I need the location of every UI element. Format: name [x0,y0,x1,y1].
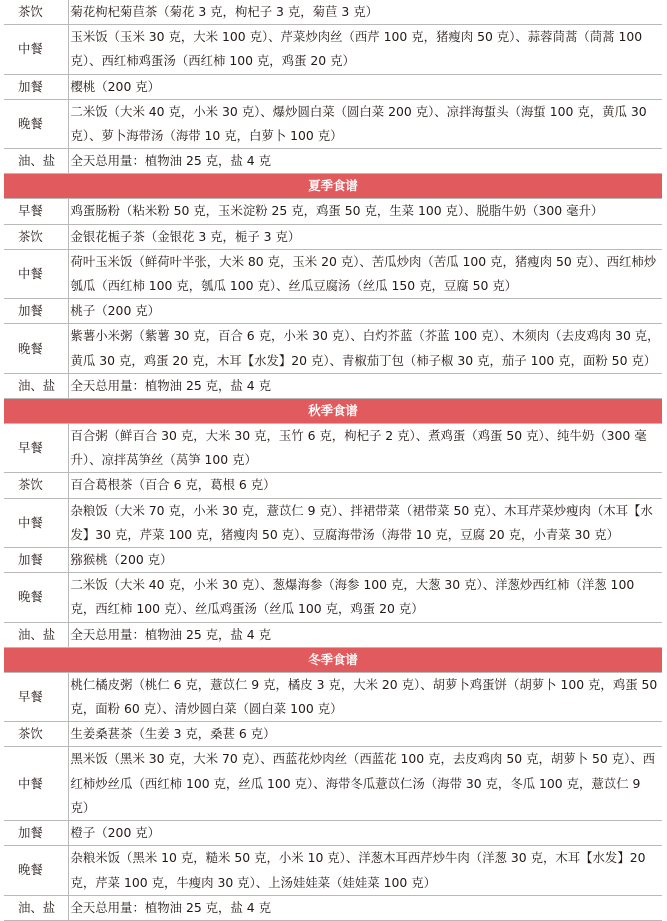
meal-description: 百合葛根茶（百合 6 克，葛根 6 克） [68,473,662,498]
meal-description: 橙子（200 克） [68,821,662,846]
table-row [4,722,662,747]
meal-description: 桃子（200 克） [68,299,662,324]
meal-description: 全天总用量：植物油 25 克，盐 4 克 [68,895,662,920]
table-row [4,747,662,821]
table-row [4,249,662,298]
meal-description: 樱桃（200 克） [68,74,662,99]
section-header-summer [4,174,662,199]
table-row [4,199,662,224]
meal-description: 全天总用量：植物油 25 克，盐 4 克 [68,149,662,174]
meal-label: 中餐 [4,498,68,547]
table-row [4,548,662,573]
meal-description: 二米饭（大米 40 克，小米 30 克）、葱爆海参（海参 100 克，大葱 30 克）、洋葱炒西红柿（洋葱 100 克，西红柿 100 克）、丝瓜鸡蛋汤（丝瓜 100 克，鸡蛋 20 克） [68,573,662,622]
meal-description: 百合粥（鲜百合 30 克，大米 30 克，玉竹 6 克，枸杞子 2 克）、煮鸡蛋（鸡蛋 50 克）、纯牛奶（300 毫升）、凉拌莴笋丝（莴笋 100 克） [68,424,662,473]
table-row [4,672,662,721]
table-row [4,895,662,920]
meal-label: 茶饮 [4,473,68,498]
meal-label: 油、盐 [4,149,68,174]
meal-description: 杂粮饭（大米 70 克，小米 30 克，薏苡仁 9 克）、拌裙带菜（裙带菜 50 克）、木耳芹菜炒瘦肉（木耳【水发】30 克，芹菜 100 克，猪瘦肉 50 克）、豆腐海带汤（海带 10 克，豆腐 20 克，小青菜 30 克） [68,498,662,547]
meal-label: 加餐 [4,299,68,324]
meal-description: 黑米饭（黑米 30 克，大米 70 克）、西蓝花炒肉丝（西蓝花 100 克，去皮鸡肉 50 克，胡萝卜 50 克）、西红柿炒丝瓜（西红柿 100 克，丝瓜 100 克）、海带冬瓜薏苡仁汤（海带 30 克，冬瓜 100 克，薏苡仁 9 克） [68,747,662,821]
seasonal-menu-table [4,0,662,921]
table-row [4,0,662,25]
meal-label: 晚餐 [4,324,68,373]
table-row [4,224,662,249]
meal-label: 中餐 [4,747,68,821]
meal-label: 晚餐 [4,573,68,622]
meal-description: 紫薯小米粥（紫薯 30 克，百合 6 克，小米 30 克）、白灼芥蓝（芥蓝 100 克）、木须肉（去皮鸡肉 30 克，黄瓜 30 克，鸡蛋 20 克，木耳【水发】20 克）、青椒茄丁包（柿子椒 30 克，茄子 100 克，面粉 50 克） [68,324,662,373]
meal-description: 杂粮米饭（黑米 10 克，糙米 50 克，小米 10 克）、洋葱木耳西芹炒牛肉（洋葱 30 克，木耳【水发】20 克，芹菜 100 克，牛瘦肉 30 克）、上汤娃娃菜（娃娃菜 100 克） [68,846,662,895]
meal-description: 全天总用量：植物油 25 克，盐 4 克 [68,622,662,647]
section-title: 夏季食谱 [4,174,662,199]
meal-description: 猕猴桃（200 克） [68,548,662,573]
meal-label: 中餐 [4,25,68,74]
meal-description: 生姜桑葚茶（生姜 3 克，桑葚 6 克） [68,722,662,747]
meal-label: 茶饮 [4,0,68,25]
section-header-winter [4,647,662,672]
meal-label: 晚餐 [4,99,68,148]
table-row [4,373,662,398]
meal-label: 茶饮 [4,722,68,747]
meal-label: 早餐 [4,199,68,224]
meal-description: 全天总用量：植物油 25 克，盐 4 克 [68,373,662,398]
meal-label: 加餐 [4,821,68,846]
meal-label: 茶饮 [4,224,68,249]
table-row [4,99,662,148]
meal-description: 菊花枸杞菊苣茶（菊花 3 克，枸杞子 3 克，菊苣 3 克） [68,0,662,25]
section-title: 冬季食谱 [4,647,662,672]
meal-label: 加餐 [4,74,68,99]
table-row [4,299,662,324]
section-title: 秋季食谱 [4,399,662,424]
meal-description: 鸡蛋肠粉（粘米粉 50 克，玉米淀粉 25 克，鸡蛋 50 克，生菜 100 克）、脱脂牛奶（300 毫升） [68,199,662,224]
meal-description: 金银花栀子茶（金银花 3 克，栀子 3 克） [68,224,662,249]
meal-description: 桃仁橘皮粥（桃仁 6 克，薏苡仁 9 克，橘皮 3 克，大米 20 克）、胡萝卜鸡蛋饼（胡萝卜 100 克，鸡蛋 50 克，面粉 60 克）、清炒圆白菜（圆白菜 100 克） [68,672,662,721]
table-row [4,74,662,99]
table-row [4,149,662,174]
table-row [4,846,662,895]
meal-label: 加餐 [4,548,68,573]
section-header-autumn [4,399,662,424]
table-row [4,25,662,74]
table-row [4,821,662,846]
table-row [4,473,662,498]
meal-description: 玉米饭（玉米 30 克，大米 100 克）、芹菜炒肉丝（西芹 100 克，猪瘦肉 50 克）、蒜蓉茼蒿（茼蒿 100 克）、西红柿鸡蛋汤（西红柿 100 克，鸡蛋 20 克） [68,25,662,74]
meal-label: 油、盐 [4,373,68,398]
meal-label: 油、盐 [4,622,68,647]
meal-description: 荷叶玉米饭（鲜荷叶半张，大米 80 克，玉米 20 克）、苦瓜炒肉（苦瓜 100 克，猪瘦肉 50 克）、西红柿炒瓠瓜（西红柿 100 克，瓠瓜 100 克）、丝瓜豆腐汤（丝瓜 150 克，豆腐 50 克） [68,249,662,298]
meal-label: 晚餐 [4,846,68,895]
meal-label: 早餐 [4,424,68,473]
table-row [4,498,662,547]
table-row [4,573,662,622]
table-row [4,424,662,473]
table-row [4,324,662,373]
table-row [4,622,662,647]
meal-description: 二米饭（大米 40 克，小米 30 克）、爆炒圆白菜（圆白菜 200 克）、凉拌海蜇头（海蜇 100 克，黄瓜 30 克）、萝卜海带汤（海带 10 克，白萝卜 100 克） [68,99,662,148]
meal-label: 早餐 [4,672,68,721]
meal-label: 油、盐 [4,895,68,920]
meal-label: 中餐 [4,249,68,298]
